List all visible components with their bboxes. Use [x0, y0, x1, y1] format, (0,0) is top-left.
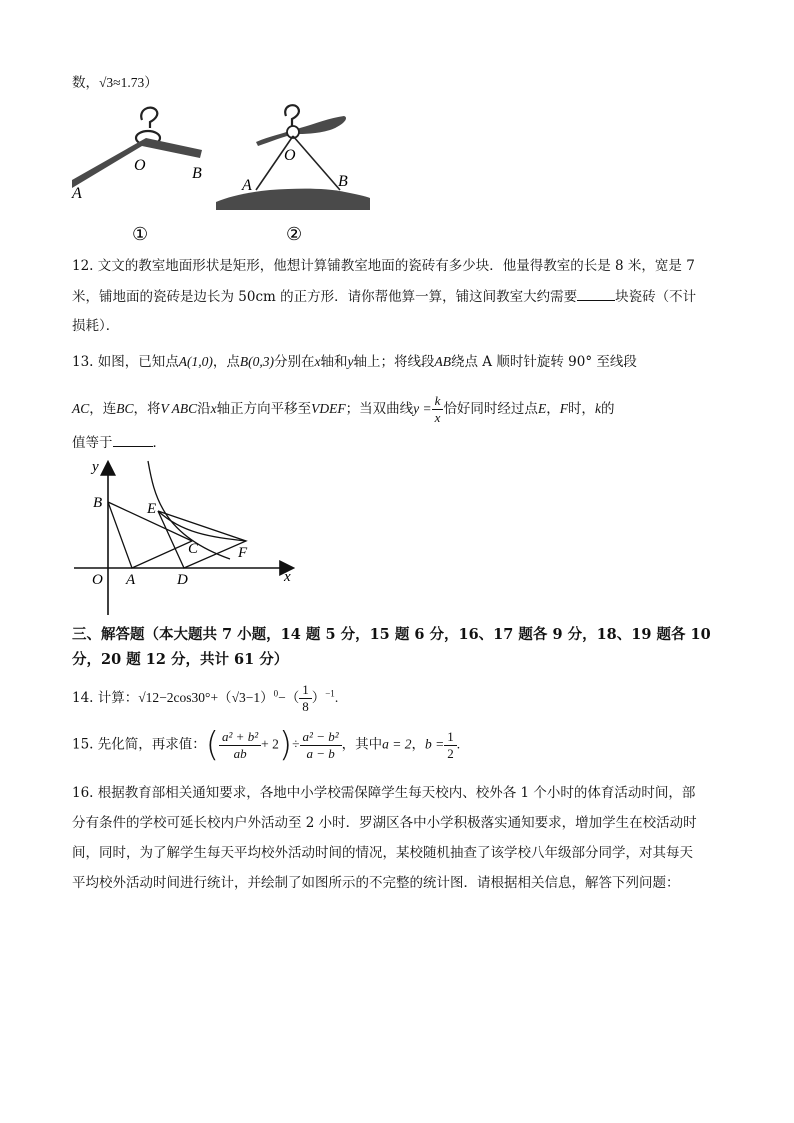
answer-blank[interactable] — [113, 432, 153, 447]
fig2-label-A: A — [242, 177, 252, 194]
graph-label-A: A — [126, 572, 136, 588]
fig1-caption: ① — [132, 224, 149, 244]
one-half: $\frac{1}{2}$ — [444, 729, 457, 762]
hanger-figure-1 — [71, 108, 202, 244]
graph-label-C: C — [188, 541, 199, 557]
section3-heading-line1: 三、解答题（本大题共 7 小题，14 题 5 分，15 题 6 分，16、17 题各 9 分，18、19 题各 10 — [72, 626, 711, 643]
frac-a2-b2-over-a-b: $\frac{\text{a² − b²}}{a - b}$ — [300, 729, 342, 762]
q13-line3: 值等于 ． — [72, 432, 166, 453]
q16-line3: 间，同时，为了解学生每天平均校外活动时间的情况，某校随机抽查了该学校八年级部分同学，对其每天 — [72, 845, 693, 861]
one-eighth: $\frac{1}{8}$ — [299, 682, 312, 715]
graph-label-O: O — [92, 572, 103, 588]
frac-a2b2-over-ab: $\frac{\text{a² + b²}}{ab}$ — [219, 729, 261, 762]
fig1-label-B: B — [192, 165, 202, 182]
fig2-label-B: B — [338, 173, 348, 190]
graph-label-x: x — [284, 569, 291, 585]
fig2-label-O: O — [284, 147, 296, 164]
q14: 14. 计算：$√12-2\cos 30^\circ+(√3-1)^0-$（ $\frac{1}{8}$ ）$^{-1}$. — [72, 682, 339, 714]
graph-label-D: D — [177, 572, 188, 588]
answer-blank[interactable] — [577, 286, 615, 301]
q13-line1: 13. 如图，已知点A(1,0)，点B(0,3)分别在x轴和y轴上；将线段AB绕点 A 顺时针旋转 90° 至线段 — [72, 354, 637, 370]
fig1-label-O: O — [134, 157, 146, 174]
q13-graph — [70, 455, 300, 620]
graph-label-F: F — [238, 545, 248, 561]
q12-line2: 米，铺地面的瓷砖是边长为 50cm 的正方形．请你帮他算一算，铺这间教室大约需要 块瓷砖（不计 — [72, 286, 696, 307]
q12-line1: 12. 文文的教室地面形状是矩形，他想计算铺教室地面的瓷砖有多少块．他量得教室的长是 8 米，宽是 7 — [72, 258, 695, 274]
q12-line3: 损耗）． — [72, 318, 120, 334]
q15: 15. 先化简，再求值：( $\frac{\text{a² + b²}}{ab}$ + 2)÷ $\frac{\text{a² − b²}}{a - b}$ ，其中a = 2，b = $\frac{1}{2}$ . — [72, 725, 461, 765]
section3-heading-line2: 分，20 题 12 分，共计 61 分） — [72, 651, 289, 668]
k-over-x: $\frac{k}{x}$ — [432, 393, 444, 426]
q11-figures — [60, 100, 390, 250]
q16-line2: 分有条件的学校可延长校内户外活动至 2 小时．罗湖区各中小学积极落实通知要求，增加学生在校活动时 — [72, 815, 697, 831]
graph-label-B: B — [93, 495, 103, 511]
graph-label-E: E — [147, 501, 157, 517]
fig2-caption: ② — [286, 224, 303, 244]
q16-line1: 16. 根据教育部相关通知要求，各地中小学校需保障学生每天校内、校外各 1 个小时的体育活动时间，部 — [72, 785, 696, 801]
q11-continuation: 数，√3≈1.73） — [72, 75, 158, 91]
fig1-label-A: A — [72, 185, 82, 202]
graph-label-y: y — [92, 459, 99, 475]
q16-line4: 平均校外活动时间进行统计，并绘制了如图所示的不完整的统计图．请根据相关信息，解答下列问题： — [72, 875, 680, 891]
hanger-figure-2 — [216, 105, 370, 244]
q13-line2: AC，连BC，将V ABC沿x轴正方向平移至VDEF；当双曲线y = $\frac{k}{x}$ 恰好同时经过点E，F时，k的 — [72, 393, 615, 425]
